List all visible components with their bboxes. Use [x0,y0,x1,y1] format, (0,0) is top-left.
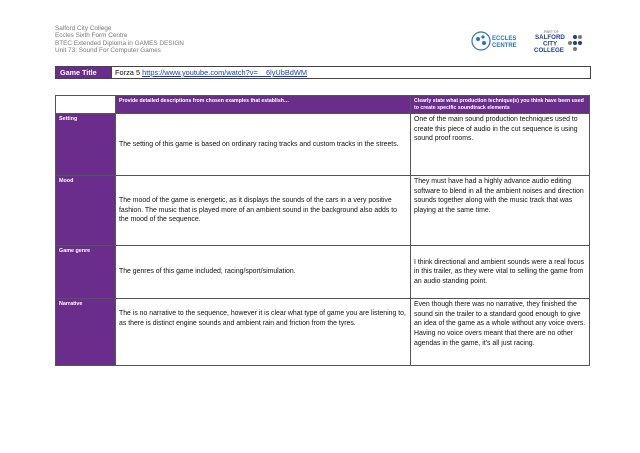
salford-city-college-logo [530,28,590,54]
svg-text:COLLEGE: COLLEGE [534,47,564,54]
svg-text:PART OF: PART OF [544,30,559,34]
table-row-setting [56,114,590,176]
table-row-mood [56,176,590,246]
techniques-column-header: Clearly state what production technique(s) you think have been used to create specific soundtrack elements [411,96,590,114]
row-label-game-genre: Game genre [56,246,116,299]
table-header-row [56,96,590,114]
game-title-value [112,67,307,78]
game-name: Forza 5 [115,68,141,77]
header-line-course: BTEC Extended Diploma in GAMES DESIGN [55,39,184,47]
descriptions-column-header: Provide detailed descriptions from chosen examples that establish… [116,96,411,114]
row-label-mood: Mood [56,176,116,246]
header-line-unit: Unit 73: Sound For Computer Games [55,47,161,55]
row-label-setting: Setting [56,114,116,176]
narrative-description: The is no narrative to the sequence, however it is clear what type of game you are listening to, as there is distinct engine sounds and ambient rain and friction from the tyres. [116,299,411,366]
analysis-table [55,95,590,366]
narrative-technique: Even though there was no narrative, they finished the sound sin the trailer to a standard good enough to give an idea of the game as a whole without any voice overs. Having no voice overs meant that there are no other agendas in the game, it’s all just racing. [411,299,590,366]
table-row-game-genre [56,246,590,299]
table-row-narrative [56,299,590,366]
setting-technique: One of the main sound production techniques used to create this piece of audio in the cut sequence is using sound proof rooms. [411,114,590,176]
setting-description: The setting of this game is based on ordinary racing tracks and custom tracks in the streets. [116,114,411,176]
mood-description: The mood of the game is energetic, as it displays the sounds of the cars in a very positive fashion. The music that is played more of an ambient sound in the background also adds to the mood of the sequence. [116,176,411,246]
game-title-label: Game Title [56,67,112,78]
svg-text:CENTRE: CENTRE [492,43,517,49]
row-label-narrative: Narrative [56,299,116,366]
game-genre-technique: I think directional and ambient sounds were a real focus in this trailer, as they were vital to selling the game from an audio standing point. [411,246,590,299]
svg-text:CITY: CITY [543,40,558,48]
game-title-row [55,66,591,79]
svg-text:SALFORD: SALFORD [535,34,565,41]
mood-technique: They must have had a highly advance audio editing software to blend in all the ambient noises and direction sounds together along with the music track that was playing at the same time. [411,176,590,246]
eccles-logo [470,28,520,54]
trailer-link[interactable]: https://www.youtube.com/watch?v=__6lyUbBdWM [142,68,308,77]
header-line-centre: Eccles Sixth Form Centre [55,32,128,40]
document-header [55,25,184,55]
corner-cell [56,96,116,114]
header-line-college: Salford City College [55,25,112,32]
eccles-logo-text: ECCLES [492,36,517,42]
game-genre-description: The genres of this game included, racing/sport/simulation. [116,246,411,299]
